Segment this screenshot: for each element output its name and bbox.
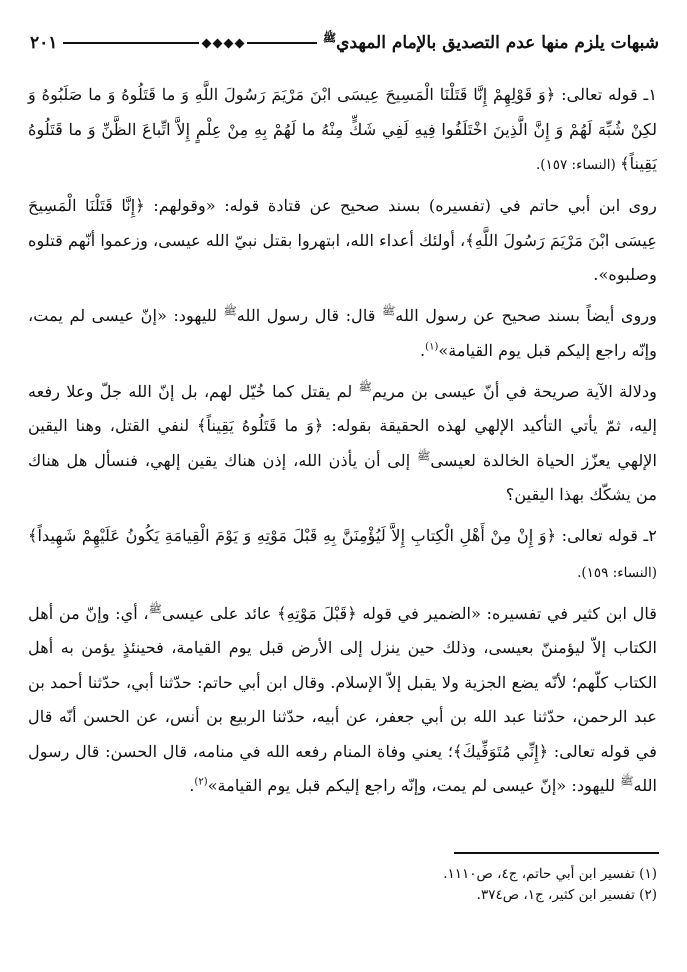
quran-verse: ﴿وَ قَوْلِهِمْ إِنَّا قَتَلْنَا الْمَسِيحَ عِيسَى ابْنَ مَرْيَمَ رَسُولَ اللَّهِ وَ ما قَتَلُوهُ وَ ما صَلَبُوهُ وَ لكِنْ شُبِّهَ لَهُمْ وَ إِنَّ الَّذِينَ اخْتَلَفُوا فِيهِ لَفِي شَكٍّ مِنْهُ ما لَهُمْ بِهِ مِنْ عِلْمٍ إِلاَّ اتِّباعَ الظَّنِّ وَ ما قَتَلُوهُ يَقِيناً﴾ bbox=[28, 85, 657, 173]
main-text bbox=[28, 78, 657, 810]
running-header bbox=[30, 30, 659, 56]
footnotes bbox=[28, 864, 657, 906]
text-run: ، أولئك أعداء الله، ابتهروا بقتل نبيّ الله عيسى، وزعموا أنّهم قتلوه وصلبوه». bbox=[28, 230, 657, 284]
verse-reference: (النساء: ١٥٧). bbox=[535, 157, 621, 173]
quran-verse: ﴿وَ إِنْ مِنْ أَهْلِ الْكِتابِ إِلاَّ لَيُؤْمِنَنَّ بِهِ قَبْلَ مَوْتِهِ وَ يَوْمَ الْقِيامَةِ يَكُونُ عَلَيْهِمْ شَهِيداً﴾ bbox=[28, 526, 557, 545]
paragraph-1 bbox=[28, 78, 657, 183]
text-run: لم يقتل كما خُيّل لهم، بل إنّ الله جلّ وعلا رفعه إليه، ثمّ يأتي التأكيد الإلهي لهذه الحقيقة بقوله: bbox=[28, 381, 657, 435]
text-run: إلى أن يأذن الله، إذن هناك يقين إلهي، فنسأل هل هناك من يشكّك بهذا اليقين؟ bbox=[28, 450, 657, 504]
header-diamond bbox=[212, 38, 222, 48]
honorific-mark: ﷺ bbox=[223, 304, 237, 318]
header-diamond bbox=[234, 38, 244, 48]
text-run: روى ابن أبي حاتم في (تفسيره) بسند صحيح عن قتادة قوله: «وقولهم: bbox=[144, 196, 657, 215]
paragraph-5 bbox=[28, 519, 657, 590]
text-run: . bbox=[420, 340, 426, 360]
footnote-ref[interactable]: (١) bbox=[425, 341, 439, 353]
quran-verse: ﴿وَ ما قَتَلُوهُ يَقِيناً﴾ bbox=[197, 416, 324, 435]
text-run: لليهود: «إنّ عيسى لم يمت، وإنّه راجع إليكم قبل يوم القيامة» bbox=[28, 306, 657, 360]
text-run: ؛ يعني وفاة المنام رفعه الله في منامه، قال الحسن: قال رسول الله bbox=[28, 741, 657, 795]
quran-verse: ﴿إِنِّي مُتَوَفِّيكَ﴾ bbox=[452, 741, 549, 761]
footnote-2: (٢) تفسير ابن كثير، ج١، ص٣٧٤. bbox=[476, 887, 657, 903]
footnote-divider bbox=[454, 852, 659, 854]
honorific-mark: ﷺ bbox=[620, 774, 634, 788]
honorific-mark: ﷺ bbox=[358, 380, 372, 394]
text-run: عائد على عيسى bbox=[161, 603, 278, 623]
header-rule bbox=[63, 40, 316, 47]
header-title-text: شبهات يلزم منها عدم التصديق بالإمام المهدي bbox=[336, 33, 659, 53]
item-intro: ١ـ قوله تعالى: bbox=[555, 85, 658, 104]
honorific-mark: ﷺ bbox=[417, 449, 431, 463]
header-title bbox=[323, 33, 659, 53]
honorific-mark: ﷺ bbox=[322, 31, 337, 45]
text-run: . bbox=[189, 776, 195, 795]
text-run: لليهود: «إنّ عيسى لم يمت، وإنّه راجع إليكم قبل يوم القيامة» bbox=[207, 776, 621, 795]
text-run: قال: قال رسول الله bbox=[236, 306, 382, 325]
verse-reference: (النساء: ١٥٩). bbox=[577, 564, 657, 581]
header-diamond bbox=[201, 38, 211, 48]
footnote-1: (١) تفسير ابن أبي حاتم، ج٤، ص١١١٠. bbox=[443, 866, 657, 882]
honorific-mark: ﷺ bbox=[148, 602, 162, 616]
quran-verse: ﴿إِنَّا قَتَلْنَا الْمَسِيحَ عِيسَى ابْنَ مَرْيَمَ رَسُولَ اللَّهِ﴾ bbox=[28, 196, 657, 250]
text-run: ، أي: وإنّ من أهل الكتاب إلاّ ليؤمننّ بعيسى، وذلك حين ينزل إلى الأرض قبل يوم القيامة، فحينئذٍ يؤمن به أهل الكتاب كلّهم؛ لأنّه يضع الجزية ولا يقبل إلاّ الإسلام. وقال ابن أبي حاتم: حدّثنا أبي، حدّثنا أحمد بن عبد الرحمن، حدّثنا عبد الله بن أبي جعفر، عن أبيه، حدّثنا الربيع بن أنس، عن الحسن أنّه قال في قوله تعالى: bbox=[28, 603, 657, 761]
paragraph-2 bbox=[28, 189, 657, 293]
text-run: وروى أيضاً بسند صحيح عن رسول الله bbox=[395, 306, 658, 325]
paragraph-4 bbox=[28, 375, 657, 513]
text-run: قال ابن كثير في تفسيره: «الضمير في قوله bbox=[356, 603, 658, 623]
page-number: ٢٠١ bbox=[30, 33, 58, 53]
paragraph-6 bbox=[28, 597, 657, 804]
header-rule-line bbox=[247, 42, 317, 44]
item-intro: ٢ـ قوله تعالى: bbox=[556, 526, 657, 545]
paragraph-3 bbox=[28, 299, 657, 368]
text-run: لنفي القتل، وهنا اليقين الإلهي يعزّز الحياة الخالدة لعيسى bbox=[28, 416, 658, 470]
honorific-mark: ﷺ bbox=[381, 304, 396, 318]
text-run: ودلالة الآية صريحة في أنّ عيسى بن مريم bbox=[371, 381, 657, 401]
footnote-ref[interactable]: (٢) bbox=[194, 776, 208, 788]
header-diamond bbox=[223, 38, 233, 48]
quran-verse: ﴿قَبْلَ مَوْتِهِ﴾ bbox=[277, 603, 357, 623]
header-rule-line bbox=[63, 42, 198, 44]
